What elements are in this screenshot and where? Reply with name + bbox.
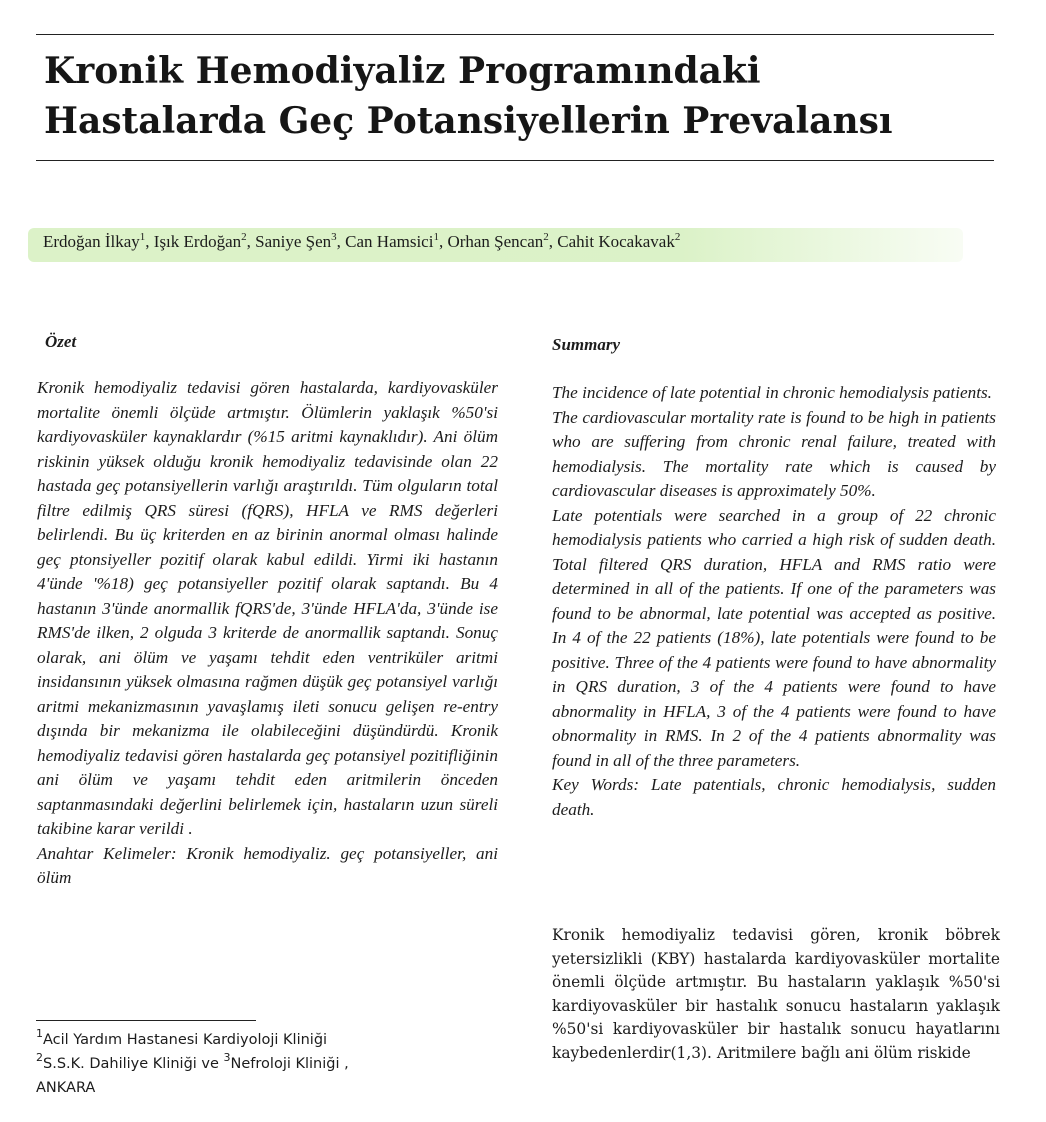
footnote-rule: [36, 1020, 256, 1021]
affiliation-footnotes: [36, 1028, 349, 1100]
author-affiliation-marker: 3: [331, 231, 337, 243]
author-affiliation-marker: 2: [543, 231, 549, 243]
author-affiliation-marker: 2: [241, 231, 247, 243]
top-rule: [36, 34, 994, 35]
author-name: Saniye Şen: [255, 232, 332, 251]
footnote-2: $^2$S.S.K. Dahiliye Kliniği ve $^3$Nefroloji Kliniği ,: [36, 1051, 349, 1072]
author-name: Işık Erdoğan: [153, 232, 242, 251]
ozet-abstract: [37, 376, 498, 891]
ozet-keywords: Anahtar Kelimeler: Kronik hemodiyaliz. geç potansiyeller, ani ölüm: [37, 843, 498, 887]
author-name: Can Hamsici: [345, 232, 434, 251]
summary-abstract: [552, 381, 996, 822]
body-paragraph: Kronik hemodiyaliz tedavisi gören, kronik böbrek yetersizlikli (KBY) hastalarda kardiyovasküler mortalite önemli ölçüde artmıştır. Bu hastaların yaklaşık %50'si kardiyovasküler bir hastalık sonucu hastaların yaklaşık %50'si kardiyovasküler bir hastalık sonucu hayatlarını kaybedenlerdir(1,3). Aritmilere bağlı ani ölüm riskide: [552, 926, 1000, 1062]
summary-keywords: Key Words: Late patentials, chronic hemodialysis, sudden death.: [552, 775, 996, 819]
author-name: Erdoğan İlkay: [43, 232, 140, 251]
author-affiliation-marker: 1: [139, 231, 146, 243]
author-list: [28, 228, 963, 262]
author-names: Erdoğan İlkay$^1$, Işık Erdoğan$^2$, Saniye Şen$^3$, Can Hamsici$^1$, Orhan Şencan$^2$, Cahit Kocakavak$^2$: [43, 231, 681, 251]
title-line-2: Hastalarda Geç Potansiyellerin Prevalansı: [44, 100, 893, 142]
article-title: [44, 46, 1004, 146]
summary-paragraph: The cardiovascular mortality rate is found to be high in patients who are suffering from chronic renal failure, treated with hemodialysis. The mortality rate which is caused by cardiovascular diseases is approximately 50%.: [552, 407, 996, 500]
summary-paragraph: Late potentials were searched in a group of 22 chronic hemodialysis patients who carried a high risk of sudden death. Total filtered QRS duration, HFLA and RMS ratio were determined in all of the patients. If one of the parameters was found to be abnormal, late potential was accepted as positive. In 4 of the 22 patients (18%), late potentials were found to be positive. Three of the 4 patients were found to have abnormality in QRS duration, 3 of the 4 patients were found to have abnormality in HFLA, 3 of the 4 patients were found to have obnormality in RMS. In 2 of the 4 patients abnormality was found in all of the three parameters.: [552, 505, 996, 770]
body-text: [552, 924, 1000, 1065]
ozet-heading: Özet: [45, 332, 77, 351]
title-bottom-rule: [36, 160, 994, 161]
ozet-paragraph: Kronik hemodiyaliz tedavisi gören hastalarda, kardiyovasküler mortalite önemli ölçüde artmıştır. Ölümlerin yaklaşık %50'si kardiyovasküler kaynaklardır (%15 aritmi kaynaklıdır). Ani ölüm riskinin yüksek olduğu kronik hemodiyaliz tedavisinde olan 22 hastada geç potansiyellerin varlığı araştırıldı. Tüm olguların total filtre edilmiş QRS süresi (fQRS), HFLA ve RMS değerleri belirlendi. Bu üç kriterden en az birinin anormal olması halinde geç ptonsiyeller pozitif olarak kabul edildi. Yirmi iki hastanın 4'ünde '%18) geç potansiyeller pozitif olarak saptandı. Bu 4 hastanın 3'ünde anormallik fQRS'de, 3'ünde HFLA'da, 3'ünde ise RMS'de ilken, 2 olguda 3 kriterde de anormallik saptandı. Sonuç olarak, ani ölüm ve yaşamı tehdit eden ventriküler aritmi insidansının yüksek olmasına rağmen düşük geç potansiyel varlığı aritmi mekanizmasının yavaşlamış ileti sonucu gelişen re-entry dışında bir mekanizma ile olabileceğini düşündürdü. Kronik hemodiyaliz tedavisi gören hastalarda geç potansiyel pozitifliğinin ani ölüm ve yaşamı tehdit eden aritmilerin önceden saptanmasındaki değerlini belirlemek için, hastaların uzun süreli takibine karar verildi .: [37, 378, 498, 838]
author-affiliation-marker: 2: [674, 231, 681, 243]
author-name: Orhan Şencan: [447, 232, 544, 251]
footnote-1: $^1$Acil Yardım Hastanesi Kardiyoloji Kliniği: [36, 1027, 328, 1048]
summary-heading: Summary: [552, 335, 621, 354]
title-line-1: Kronik Hemodiyaliz Programındaki: [44, 50, 761, 92]
author-name: Cahit Kocakavak: [557, 232, 675, 251]
summary-paragraph: The incidence of late potential in chronic hemodialysis patients.: [552, 383, 992, 402]
footnote-city: ANKARA: [36, 1080, 96, 1096]
author-affiliation-marker: 1: [433, 231, 439, 243]
